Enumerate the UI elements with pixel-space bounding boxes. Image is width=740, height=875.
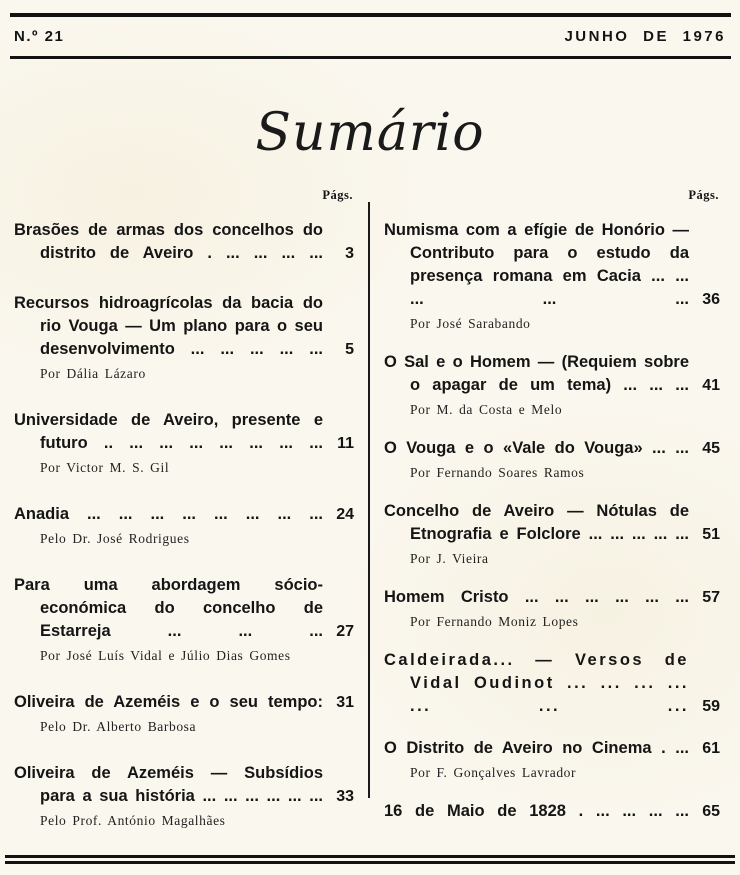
issue-date: JUNHO DE 1976 bbox=[564, 28, 726, 45]
toc-entry-byline: Por Fernando Soares Ramos bbox=[410, 465, 585, 481]
toc-entry bbox=[384, 437, 720, 481]
toc-entry-byline: Por Victor M. S. Gil bbox=[40, 460, 170, 476]
toc-entry-title: O Sal e o Homem — (Requiem sobre o apagar de um tema) ... ... ... bbox=[384, 353, 689, 395]
toc-entry bbox=[14, 574, 354, 664]
toc-entry-title: O Vouga e o «Vale do Vouga» ... ... bbox=[384, 439, 689, 458]
toc-column-left bbox=[14, 188, 354, 829]
toc-entry-title: Anadia ... ... ... ... ... ... ... ... bbox=[14, 505, 323, 524]
toc-entry bbox=[384, 800, 720, 823]
toc-entry-page-number: 36 bbox=[702, 291, 720, 309]
toc-entry-byline: Por José Sarabando bbox=[410, 316, 531, 332]
header-bottom-rule bbox=[10, 56, 731, 59]
toc-entry-page-number: 45 bbox=[702, 440, 720, 458]
toc-entry bbox=[384, 219, 720, 332]
toc-entry bbox=[14, 503, 354, 547]
toc-entry-byline: Por Fernando Moniz Lopes bbox=[410, 614, 579, 630]
toc-entry-byline: Por M. da Costa e Melo bbox=[410, 402, 563, 418]
toc-entry-title: Para uma abordagem sócio-económica do concelho de Estarreja ... ... ... bbox=[14, 576, 323, 641]
toc-entry bbox=[384, 737, 720, 781]
toc-entry-page-number: 31 bbox=[336, 694, 354, 712]
toc-entry-page-number: 24 bbox=[336, 506, 354, 524]
toc-entry bbox=[14, 691, 354, 735]
toc-entry-byline: Pelo Dr. Alberto Barbosa bbox=[40, 719, 197, 735]
toc-entry bbox=[384, 500, 720, 567]
toc-column-right bbox=[384, 188, 720, 829]
toc-entry-title: 16 de Maio de 1828 . ... ... ... ... bbox=[384, 802, 689, 821]
toc-entry bbox=[384, 351, 720, 418]
toc-entry-page-number: 51 bbox=[702, 526, 720, 544]
toc-entry bbox=[14, 409, 354, 476]
pages-column-header-right: Págs. bbox=[688, 188, 719, 203]
toc-entry-page-number: 61 bbox=[702, 740, 720, 758]
masthead bbox=[0, 17, 740, 54]
toc-entry-byline: Por F. Gonçalves Lavrador bbox=[410, 765, 577, 781]
toc-entry-title: Numisma com a efígie de Honório — Contributo para o estudo da presença romana em Cacia ... ... ... ... ... bbox=[384, 221, 689, 309]
toc-entry-page-number: 3 bbox=[345, 245, 354, 263]
toc-entry-byline: Pelo Prof. António Magalhães bbox=[40, 813, 226, 829]
toc-entry-byline: Por Dália Lázaro bbox=[40, 366, 146, 382]
bottom-double-rule bbox=[5, 855, 735, 864]
toc-columns bbox=[14, 188, 722, 829]
page-title: Sumário bbox=[255, 103, 485, 163]
toc-entry-page-number: 41 bbox=[702, 377, 720, 395]
toc-entry-byline: Pelo Dr. José Rodrigues bbox=[40, 531, 190, 547]
toc-entry-title: Brasões de armas dos concelhos do distrito de Aveiro . ... ... ... ... bbox=[14, 221, 323, 263]
toc-entry-title: Homem Cristo ... ... ... ... ... ... bbox=[384, 588, 689, 607]
column-divider bbox=[368, 202, 370, 798]
toc-entry-title: Recursos hidroagrícolas da bacia do rio Vouga — Um plano para o seu desenvolvimento ... ... ... ... ... bbox=[14, 294, 323, 359]
toc-entry-title: Concelho de Aveiro — Nótulas de Etnografia e Folclore ... ... ... ... ... bbox=[384, 502, 689, 544]
toc-entry-page-number: 59 bbox=[702, 698, 720, 716]
toc-entry-title: Oliveira de Azeméis — Subsídios para a sua história ... ... ... ... ... ... bbox=[14, 764, 323, 806]
toc-entry-title: Caldeirada... — Versos de Vidal Oudinot ... ... ... ... ... ... ... bbox=[384, 651, 689, 716]
toc-entry-title: Oliveira de Azeméis e o seu tempo: bbox=[14, 693, 323, 712]
toc-entry-page-number: 11 bbox=[337, 435, 354, 453]
toc-entry bbox=[14, 762, 354, 829]
toc-entry-byline: Por J. Vieira bbox=[410, 551, 489, 567]
toc-entry bbox=[14, 219, 354, 265]
toc-entry-page-number: 57 bbox=[702, 589, 720, 607]
toc-entry bbox=[384, 649, 720, 718]
toc-entry-byline: Por José Luís Vidal e Júlio Dias Gomes bbox=[40, 648, 291, 664]
issue-number: N.º 21 bbox=[14, 28, 65, 45]
toc-entry bbox=[384, 586, 720, 630]
toc-entry-page-number: 65 bbox=[702, 803, 720, 821]
toc-entry-page-number: 5 bbox=[345, 341, 354, 359]
toc-entry-page-number: 27 bbox=[336, 623, 354, 641]
toc-entry-title: Universidade de Aveiro, presente e futuro .. ... ... ... ... ... ... ... bbox=[14, 411, 323, 453]
toc-entry-page-number: 33 bbox=[336, 788, 354, 806]
toc-entry bbox=[14, 292, 354, 382]
toc-entry-title: O Distrito de Aveiro no Cinema . ... bbox=[384, 739, 689, 758]
pages-column-header-left: Págs. bbox=[322, 188, 353, 203]
